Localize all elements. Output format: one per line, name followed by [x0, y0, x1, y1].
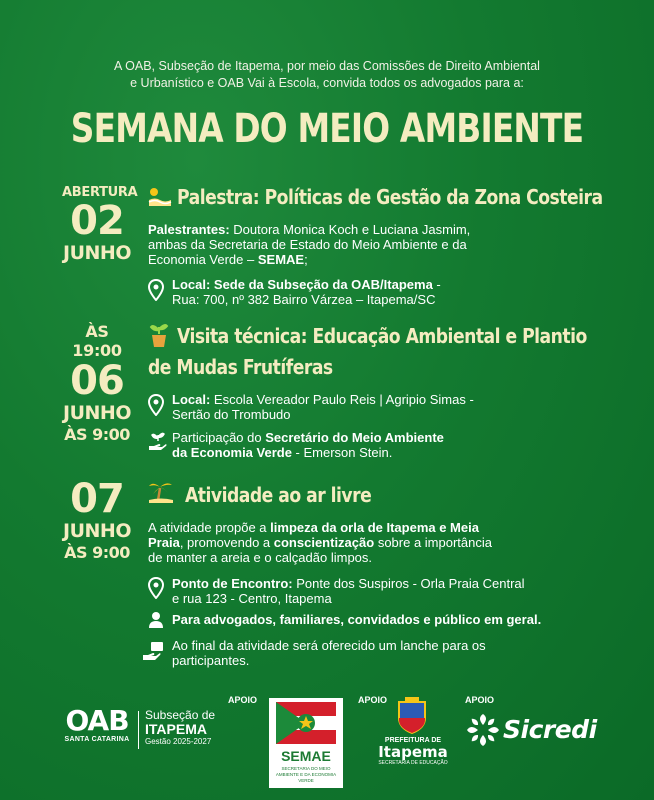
- apoio-label-1: APOIO: [228, 695, 258, 705]
- event2-pre: ÀS 19:00: [72, 322, 122, 360]
- event1-title: Palestra: Políticas de Gestão da Zona Costeira: [177, 185, 603, 209]
- page-title: SEMANA DO MEIO AMBIENTE: [70, 106, 584, 152]
- event1-speakers-label: Palestrantes:: [148, 222, 230, 237]
- event1-local: [172, 277, 612, 307]
- event3-day: 07: [70, 476, 124, 522]
- footer-divider: [138, 711, 139, 749]
- event1-speakers-text: Doutora Monica Koch e Luciana Jasmim,: [229, 222, 471, 237]
- hand-plant-icon: [148, 432, 168, 452]
- event2-part-line2-bold: da Economia Verde: [172, 445, 292, 460]
- prefeitura-city: Itapema: [378, 743, 448, 761]
- palm-tree-icon: [147, 478, 175, 504]
- event2-part-line2-text: - Emerson Stein.: [291, 445, 393, 460]
- intro-text: [40, 58, 614, 92]
- sicredi-text: Sicredi: [503, 715, 597, 744]
- event2-time: ÀS 9:00: [64, 425, 130, 444]
- event3-desc-l2a: Praia: [148, 535, 180, 550]
- itapema-crest-icon: [395, 696, 429, 734]
- event1-local-label: Local: Sede da Subseção da OAB/Itapema: [172, 277, 433, 292]
- apoio-label-2: APOIO: [358, 695, 388, 705]
- oab-state: SANTA CATARINA: [64, 736, 130, 743]
- event3-desc-l1b: limpeza da orla de Itapema e Meia: [270, 520, 479, 535]
- event3-audience: Para advogados, familiares, convidados e público em geral.: [172, 612, 542, 627]
- event1-date: [62, 185, 138, 264]
- event1-speakers-line2: ambas da Secretaria de Estado do Meio Ambiente e da: [148, 237, 467, 252]
- event1-local-dash: -: [432, 277, 441, 292]
- semae-text: SEMAE: [281, 748, 331, 764]
- event2-title-line1: Visita técnica: Educação Ambiental e Plantio: [177, 324, 587, 348]
- event3-desc-l2b: , promovendo a: [179, 535, 274, 550]
- event3-meet-text: Ponte dos Suspiros - Orla Praia Central: [292, 576, 525, 591]
- event3-date: [62, 478, 132, 564]
- event2-day: 06: [70, 358, 124, 404]
- event1-day: 02: [70, 198, 124, 244]
- event3-description: [148, 520, 618, 565]
- apoio-label-3: APOIO: [465, 695, 495, 705]
- event2-date: [62, 322, 132, 446]
- location-pin-icon: [148, 394, 164, 416]
- event1-local-address: Rua: 700, nº 382 Bairro Várzea – Itapema/SC: [172, 292, 436, 307]
- subsecao-logo: [145, 709, 215, 747]
- subsecao-term: Gestão 2025-2027: [145, 737, 212, 746]
- event3-snack: [172, 638, 612, 668]
- event2-local: [172, 392, 612, 422]
- event3-meet-line2: e rua 123 - Centro, Itapema: [172, 591, 332, 606]
- snack-icon: [142, 640, 166, 662]
- event2-month: JUNHO: [63, 402, 131, 424]
- event2-part-bold: Secretário do Meio Ambiente: [265, 430, 444, 445]
- event3-meeting-point: [172, 576, 612, 606]
- intro-line-2: e Urbanístico e OAB Vai à Escola, convida todos os advogados para a:: [130, 76, 524, 90]
- event3-desc-l2c: conscientização: [273, 535, 375, 550]
- event3-time: ÀS 9:00: [64, 543, 130, 562]
- prefeitura-logo: [376, 737, 450, 766]
- event3-month: JUNHO: [63, 520, 131, 542]
- event1-semae: SEMAE: [257, 252, 305, 267]
- event1-speakers: [148, 222, 618, 267]
- event2-local-line2: Sertão do Trombudo: [172, 407, 291, 422]
- event3-desc-l1a: A atividade propõe a: [148, 520, 271, 535]
- location-pin-icon: [148, 279, 164, 301]
- event3-meet-label: Ponto de Encontro:: [172, 576, 293, 591]
- event3-desc-l2d: sobre a importância: [374, 535, 492, 550]
- beach-icon: [147, 184, 173, 208]
- subsecao-label: Subseção de: [145, 708, 216, 722]
- sc-flag-icon: [276, 702, 336, 744]
- event2-local-text: Escola Vereador Paulo Reis | Agripio Simas -: [210, 392, 474, 407]
- event1-speakers-end: ;: [304, 252, 308, 267]
- person-icon: [148, 611, 164, 629]
- event2-local-label: Local:: [172, 392, 211, 407]
- subsecao-city: ITAPEMA: [145, 721, 207, 737]
- event3-snack-line1: Ao final da atividade será oferecido um lanche para os: [172, 638, 486, 653]
- event3-title: Atividade ao ar livre: [185, 483, 372, 507]
- event2-part-text: Participação do: [172, 430, 266, 445]
- event2-participation: [172, 430, 612, 460]
- event1-pre: ABERTURA: [62, 185, 138, 200]
- event3-snack-line2: participantes.: [172, 653, 250, 668]
- oab-logo: [58, 706, 136, 743]
- intro-line-1: A OAB, Subseção de Itapema, por meio das Comissões de Direito Ambiental: [114, 59, 540, 73]
- prefeitura-sub: SECRETARIA DE EDUCAÇÃO: [378, 760, 448, 766]
- location-pin-icon: [148, 577, 164, 599]
- prefeitura-label: PREFEITURA DE: [384, 737, 442, 744]
- event3-desc-l3: de manter a areia e o calçadão limpos.: [148, 550, 373, 565]
- event2-title-line2: de Mudas Frutíferas: [148, 355, 333, 379]
- semae-logo: [269, 698, 343, 788]
- oab-logo-text: OAB: [65, 704, 129, 737]
- event1-month: JUNHO: [63, 242, 131, 264]
- sicredi-logo-icon: [466, 713, 500, 747]
- semae-subtitle: SECRETARIA DO MEIO AMBIENTE E DA ECONOMIA VERDE: [275, 766, 337, 783]
- plant-pot-icon: [148, 322, 170, 348]
- event1-speakers-line3: Economia Verde –: [148, 252, 258, 267]
